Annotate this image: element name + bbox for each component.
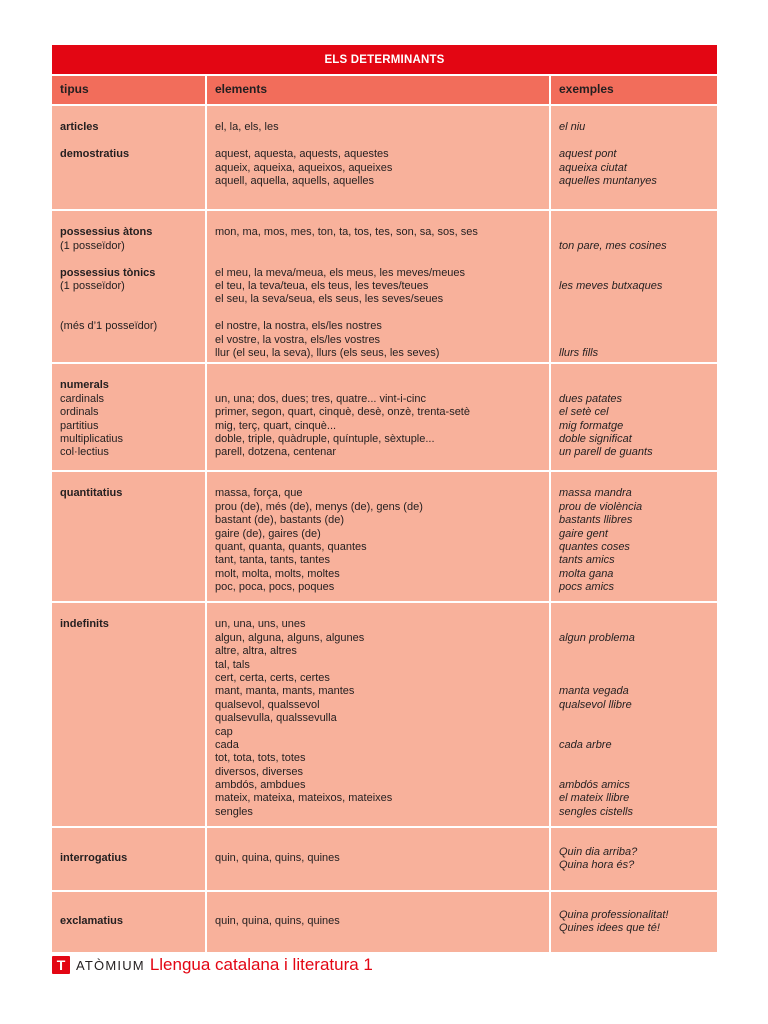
cell-line: mon, ma, mos, mes, ton, ta, tos, tes, son, sa, sos, ses [215, 226, 478, 239]
cell-line: tal, tals [215, 658, 250, 671]
cell-line: tants amics [559, 554, 615, 567]
cell-line: ordinals [60, 406, 99, 419]
cell-line [60, 514, 197, 527]
cell-line: doble significat [559, 432, 632, 445]
cell-line: possessius tònics [60, 266, 156, 279]
cell-line: qualsevol, qualssevol [215, 698, 320, 711]
cell-line: mig, terç, quart, cinquè... [215, 419, 337, 432]
cell-indefinits-c3 [551, 603, 717, 826]
cell-indefinits-c2 [207, 603, 551, 826]
cell-line: multiplicatius [60, 432, 123, 445]
cell-line [60, 108, 197, 121]
cell-line: prou (de), més (de), menys (de), gens (de) [215, 500, 423, 513]
cell-line [60, 739, 197, 752]
cell-quantitatius-c2 [207, 472, 551, 601]
table-row-articles-demostratius [52, 106, 717, 211]
cell-line: cardinals [60, 392, 105, 405]
cell-line [60, 528, 197, 541]
header-exemples: exemples [559, 82, 614, 97]
cell-line: gaire gent [559, 527, 608, 540]
cell-line: indefinits [60, 618, 109, 631]
cell-exclamatius-c1 [52, 892, 207, 952]
cell-line [559, 474, 709, 487]
cell-line: mig formatge [559, 419, 624, 432]
cell-line: bastants llibres [559, 514, 633, 527]
cell-line [559, 672, 709, 685]
cell-line [60, 645, 197, 658]
footer [52, 954, 373, 976]
cell-line [559, 659, 709, 672]
cell-line [215, 253, 541, 266]
cell-line: diversos, diverses [215, 765, 304, 778]
cell-line: cada arbre [559, 738, 612, 751]
table-row-interrogatius [52, 828, 717, 892]
cell-line: aquest pont [559, 148, 617, 161]
cell-articles-demostratius-c2 [207, 106, 551, 209]
table-row-indefinits [52, 603, 717, 828]
cell-line: el, la, els, les [215, 121, 279, 134]
cell-line [215, 474, 541, 487]
book-title: Llengua catalana i literatura 1 [149, 955, 373, 974]
cell-line: parell, dotzena, centenar [215, 446, 337, 459]
table-title: ELS DETERMINANTS [52, 45, 717, 74]
cell-line [60, 752, 197, 765]
cell-possessius-c2 [207, 211, 551, 362]
cell-line [60, 334, 197, 347]
cell-line: el teu, la teva/teua, els teus, les teves/teues [215, 279, 429, 292]
cell-line [559, 213, 709, 226]
cell-line: articles [60, 121, 99, 134]
cell-line [60, 293, 197, 306]
cell-numerals-c3 [551, 364, 717, 470]
cell-line: manta vegada [559, 685, 629, 698]
cell-line: llurs fills [559, 346, 599, 359]
cell-line [559, 307, 709, 320]
cell-line: bastant (de), bastants (de) [215, 514, 345, 527]
cell-line [60, 632, 197, 645]
cell-line: molta gana [559, 567, 614, 580]
cell-line: algun, alguna, alguns, algunes [215, 631, 365, 644]
table-row-numerals [52, 364, 717, 472]
cell-line: sengles [215, 805, 253, 818]
cell-line: aquell, aquella, aquells, aquelles [215, 174, 375, 187]
cell-line [215, 366, 541, 379]
cell-exclamatius-c3 [551, 892, 717, 952]
cell-line [60, 347, 197, 360]
cell-line [215, 240, 541, 253]
cell-line [215, 213, 541, 226]
cell-line [60, 474, 197, 487]
cell-line: el vostre, la vostra, els/les vostres [215, 333, 381, 346]
cell-exclamatius-c2 [207, 892, 551, 952]
cell-line [60, 162, 197, 175]
cell-line [559, 379, 709, 392]
cell-line: (1 posseïdor) [60, 279, 125, 292]
cell-line: doble, triple, quàdruple, quíntuple, sèxtuple... [215, 432, 435, 445]
cell-line: massa, força, que [215, 487, 303, 500]
cell-line: quin, quina, quins, quines [215, 852, 340, 865]
determinants-table [52, 45, 717, 954]
cell-interrogatius-c3 [551, 828, 717, 890]
cell-line: interrogatius [60, 852, 128, 865]
cell-line: mant, manta, mants, mantes [215, 685, 355, 698]
cell-line: quin, quina, quins, quines [215, 915, 340, 928]
cell-line: poc, poca, pocs, poques [215, 581, 335, 594]
cell-interrogatius-c2 [207, 828, 551, 890]
cell-line [559, 253, 709, 266]
cell-line: col·lectius [60, 446, 109, 459]
cell-line: dues patates [559, 392, 622, 405]
cell-line: el meu, la meva/meua, els meus, les meves/meues [215, 266, 466, 279]
cell-articles-demostratius-c1 [52, 106, 207, 209]
cell-line: un, una, uns, unes [215, 618, 306, 631]
table-row-exclamatius [52, 892, 717, 954]
cell-line: Quina professionalitat! [559, 908, 669, 921]
cell-line [559, 366, 709, 379]
cell-line [60, 672, 197, 685]
cell-line: qualsevulla, qualssevulla [215, 712, 337, 725]
cell-line: pocs amics [559, 581, 615, 594]
cell-line [60, 779, 197, 792]
cell-line [559, 766, 709, 779]
cell-line: llur (el seu, la seva), llurs (els seus, les seves) [215, 346, 440, 359]
cell-articles-demostratius-c3 [551, 106, 717, 209]
cell-line: aquest, aquesta, aquests, aquestes [215, 148, 389, 161]
cell-line: el nostre, la nostra, els/les nostres [215, 320, 382, 333]
cell-line: altre, altra, altres [215, 645, 297, 658]
cell-line: aquelles muntanyes [559, 174, 657, 187]
cell-line [60, 766, 197, 779]
cell-line [60, 307, 197, 320]
cell-line [559, 293, 709, 306]
cell-line: (1 posseïdor) [60, 239, 125, 252]
cell-line [60, 554, 197, 567]
cell-line: numerals [60, 379, 109, 392]
cell-line: mateix, mateixa, mateixos, mateixes [215, 792, 393, 805]
cell-line: possessius àtons [60, 226, 153, 239]
table-row-quantitatius [52, 472, 717, 603]
cell-line [559, 226, 709, 239]
cell-line: prou de violència [559, 500, 643, 513]
cell-line [215, 379, 541, 392]
cell-line: sengles cistells [559, 805, 633, 818]
cell-interrogatius-c1 [52, 828, 207, 890]
cell-line [60, 213, 197, 226]
cell-line [215, 605, 541, 618]
cell-line [215, 135, 541, 148]
cell-line [215, 307, 541, 320]
cell-line [559, 645, 709, 658]
cell-line [60, 135, 197, 148]
cell-line: exclamatius [60, 915, 123, 928]
cell-line: un, una; dos, dues; tres, quatre... vint-i-cinc [215, 392, 426, 405]
cell-line [559, 108, 709, 121]
cell-line: el mateix llibre [559, 792, 630, 805]
cell-line: ambdós amics [559, 779, 630, 792]
cell-line: partitius [60, 419, 99, 432]
publisher-logo-icon: T [52, 956, 70, 974]
cell-line: cada [215, 738, 239, 751]
cell-line [559, 712, 709, 725]
cell-line [60, 806, 197, 819]
cell-line [60, 366, 197, 379]
cell-line [60, 175, 197, 188]
cell-line [60, 541, 197, 554]
cell-line: les meves butxaques [559, 279, 663, 292]
cell-line: Quines idees que té! [559, 922, 660, 934]
cell-line: primer, segon, quart, cinquè, desè, onzè, trenta-setè [215, 406, 470, 419]
cell-line: tant, tanta, tants, tantes [215, 554, 330, 567]
cell-line [559, 605, 709, 618]
cell-line: quant, quanta, quants, quantes [215, 540, 367, 553]
header-elements: elements [207, 76, 551, 104]
cell-line: un parell de guants [559, 446, 653, 459]
cell-line [559, 726, 709, 739]
cell-possessius-c1 [52, 211, 207, 362]
cell-line: ton pare, mes cosines [559, 239, 667, 252]
cell-line [559, 320, 709, 333]
cell-indefinits-c1 [52, 603, 207, 826]
cell-line: demostratius [60, 148, 130, 161]
cell-possessius-c3 [551, 211, 717, 362]
cell-line: Quin dia arriba? [559, 845, 638, 858]
cell-line: cap [215, 725, 233, 738]
cell-line [60, 685, 197, 698]
cell-line: tot, tota, tots, totes [215, 752, 306, 765]
table-header-row [52, 76, 717, 106]
cell-line [60, 581, 197, 594]
cell-line: aqueixa ciutat [559, 161, 627, 174]
cell-line: el setè cel [559, 406, 609, 419]
cell-line: cert, certa, certs, certes [215, 671, 330, 684]
header-tipus: tipus [52, 76, 207, 104]
cell-line [60, 712, 197, 725]
cell-line: el seu, la seva/seua, els seus, les seves/seues [215, 293, 444, 306]
cell-line: Quina hora és? [559, 859, 635, 871]
cell-line: el niu [559, 121, 586, 134]
table-row-possessius [52, 211, 717, 364]
cell-line [60, 726, 197, 739]
cell-line [559, 752, 709, 765]
cell-line: ambdós, ambdues [215, 779, 306, 792]
cell-line [60, 659, 197, 672]
cell-line [60, 605, 197, 618]
cell-line: quantes coses [559, 540, 630, 553]
cell-line [60, 253, 197, 266]
cell-numerals-c1 [52, 364, 207, 470]
cell-line [559, 618, 709, 631]
cell-line: quantitatius [60, 487, 123, 500]
cell-line [60, 699, 197, 712]
cell-line [559, 334, 709, 347]
cell-line: algun problema [559, 631, 635, 644]
cell-quantitatius-c1 [52, 472, 207, 601]
cell-line: aqueix, aqueixa, aqueixos, aqueixes [215, 161, 393, 174]
cell-line: molt, molta, molts, moltes [215, 567, 340, 580]
cell-line [60, 568, 197, 581]
cell-line [559, 135, 709, 148]
cell-line [60, 501, 197, 514]
cell-line: gaire (de), gaires (de) [215, 527, 321, 540]
cell-quantitatius-c3 [551, 472, 717, 601]
cell-line [215, 108, 541, 121]
cell-numerals-c2 [207, 364, 551, 470]
cell-line: qualsevol llibre [559, 698, 632, 711]
cell-line: massa mandra [559, 487, 632, 500]
cell-line [60, 792, 197, 805]
publisher-brand: ATÒMIUM [76, 957, 145, 973]
cell-line: (més d’1 posseïdor) [60, 320, 158, 333]
cell-line [559, 267, 709, 280]
